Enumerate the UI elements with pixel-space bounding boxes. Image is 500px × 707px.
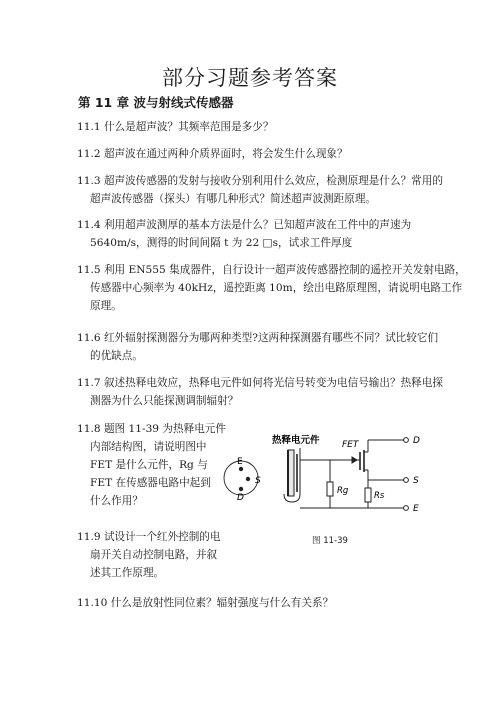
terminal-e <box>404 506 409 511</box>
question-line: 11.6 红外辐射探测器分为哪两种类型?这两种探测器有哪些不同？试比较它们 <box>77 332 439 344</box>
question-line: 内部结构图，请说明图中 <box>90 441 207 453</box>
chapter-heading: 第 11 章 波与射线式传感器 <box>78 95 234 110</box>
question-line: 传感器中心频率为 40kHz，遥控距离 10m，绘出电路原理图，请说明电路工作 <box>90 282 463 294</box>
package-pin-e <box>239 467 243 471</box>
package-pin-s <box>246 477 250 481</box>
question-11-8 <box>77 420 226 510</box>
package-pin-view <box>224 457 261 503</box>
fet-transistor <box>352 450 368 472</box>
figure-caption: 图 11-39 <box>312 536 348 546</box>
question-line: 11.1 什么是超声波？其频率范围是多少？ <box>77 121 274 133</box>
question-line: 扇开关自动控制电路，并叙 <box>90 549 218 561</box>
question-11-7 <box>77 374 443 410</box>
resistor-rg <box>327 482 333 496</box>
question-11-2 <box>77 145 348 163</box>
question-line: 述其工作原理。 <box>90 567 165 579</box>
package-label-e: E <box>237 457 243 467</box>
question-line: 什么作用？ <box>90 495 143 507</box>
question-line: 11.2 超声波在通过两种介质界面时，将会发生什么现象？ <box>77 148 348 160</box>
terminal-s <box>404 478 409 483</box>
resistor-rs-label: Rs <box>374 491 385 501</box>
question-11-9 <box>77 528 221 582</box>
question-line: 测器为什么只能探测调制辐射？ <box>90 395 239 407</box>
question-line: FET 在传感器电路中起到 <box>90 477 211 489</box>
terminal-s-label: S <box>413 476 419 486</box>
package-label-d: D <box>237 493 244 503</box>
page-title: 部分习题参考答案 <box>162 66 338 90</box>
figure-header: 热释电元件 <box>272 435 320 446</box>
question-line: 11.5 利用 EN555 集成器件，自行设计一超声波传感器控制的遥控开关发射电路， <box>77 264 466 276</box>
question-line: 5640m/s，测得的时间间隔 t 为 22 □s，试求工件厚度 <box>90 237 353 249</box>
element-plate <box>288 450 294 496</box>
fet-arrow <box>352 457 357 463</box>
terminal-e-label: E <box>413 504 419 514</box>
fet-label: FET <box>342 440 359 450</box>
terminal-d <box>404 438 409 443</box>
package-label-s: S <box>255 476 261 486</box>
question-11-3 <box>77 172 443 208</box>
question-line: 超声波传感器（探头）有哪几种形式？简述超声波测距原理。 <box>90 193 377 205</box>
question-line: 11.7 叙述热释电效应，热释电元件如何将光信号转变为电信号输出？热释电探 <box>77 377 443 389</box>
resistor-rs <box>365 488 371 502</box>
question-11-10 <box>77 594 333 612</box>
package-pin-d <box>239 487 243 491</box>
circuit-wiring <box>300 440 404 508</box>
terminal-d-label: D <box>413 436 420 446</box>
resistor-rg-label: Rg <box>337 486 349 496</box>
question-line: FET 是什么元件，Rg 与 <box>90 459 208 471</box>
pyroelectric-element <box>284 448 300 502</box>
question-11-1 <box>77 118 273 136</box>
output-terminals <box>404 438 409 511</box>
question-line: 的优缺点。 <box>90 350 143 362</box>
question-11-5 <box>77 261 466 315</box>
package-outline <box>224 461 258 495</box>
question-line: 11.8 题图 11-39 为热释电元件 <box>77 423 226 435</box>
element-casing <box>284 448 300 502</box>
question-11-6 <box>77 329 438 365</box>
question-line: 11.3 超声波传感器的发射与接收分别利用什么效应，检测原理是什么？常用的 <box>77 175 443 187</box>
question-line: 11.9 试设计一个红外控制的电 <box>77 531 221 543</box>
question-11-4 <box>77 216 411 252</box>
question-line: 原理。 <box>90 300 122 312</box>
question-line: 11.10 什么是放射性同位素？辐射强度与什么有关系？ <box>77 597 334 609</box>
question-line: 11.4 利用超声波测厚的基本方法是什么？已知超声波在工件中的声速为 <box>77 219 412 231</box>
